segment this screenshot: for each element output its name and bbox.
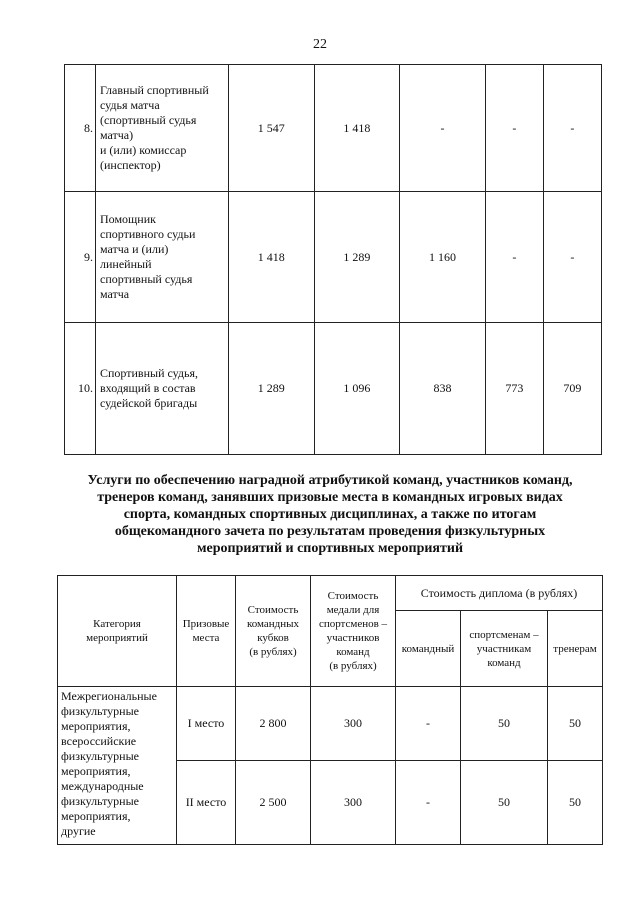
table-row: [58, 687, 603, 761]
row-number: 8.: [65, 65, 96, 192]
header-places: Призовые места: [177, 576, 236, 687]
medals-cell: 300: [311, 761, 396, 845]
rate-cell: 1 418: [229, 192, 315, 323]
rate-cell: 1 418: [314, 65, 400, 192]
awards-cost-table: [57, 575, 603, 845]
rate-cell: 1 096: [314, 323, 400, 455]
table-row: [65, 192, 602, 323]
rate-cell: 1 289: [229, 323, 315, 455]
rate-cell: -: [485, 65, 543, 192]
rate-cell: -: [485, 192, 543, 323]
position-name: Главный спортивный судья матча (спортивный судья матча) и (или) комиссар (инспектор): [96, 65, 229, 192]
row-number: 9.: [65, 192, 96, 323]
referee-rates-table: [64, 64, 602, 455]
medals-cell: 300: [311, 687, 396, 761]
rate-cell: 838: [400, 323, 486, 455]
rate-cell: 709: [543, 323, 601, 455]
place-cell: II место: [177, 761, 236, 845]
header-medals: Стоимость медали для спортсменов – участников команд (в рублях): [311, 576, 396, 687]
header-diploma-group: Стоимость диплома (в рублях): [396, 576, 603, 611]
header-diploma-athletes: спортсменам – участникам команд: [461, 611, 548, 687]
cups-cell: 2 800: [236, 687, 311, 761]
header-row: [58, 576, 603, 611]
diploma-coaches-cell: 50: [548, 687, 603, 761]
row-number: 10.: [65, 323, 96, 455]
cups-cell: 2 500: [236, 761, 311, 845]
header-cups: Стоимость командных кубков (в рублях): [236, 576, 311, 687]
diploma-athletes-cell: 50: [461, 687, 548, 761]
rate-cell: 1 160: [400, 192, 486, 323]
diploma-coaches-cell: 50: [548, 761, 603, 845]
header-diploma-team: командный: [396, 611, 461, 687]
table-row: [65, 323, 602, 455]
diploma-athletes-cell: 50: [461, 761, 548, 845]
position-name: Помощник спортивного судьи матча и (или) линейный спортивный судья матча: [96, 192, 229, 323]
table-row: [65, 65, 602, 192]
rate-cell: -: [543, 192, 601, 323]
section-heading: Услуги по обеспечению наградной атрибутикой команд, участников команд, тренеров команд, занявших призовые места в командных игровых видах спорта, командных спортивных дисциплинах, а также по итогам общекомандного зачета по результатам проведения физкультурных мероприятий и спортивных мероприятий: [87, 473, 573, 556]
page-number: 22: [313, 37, 327, 52]
position-name: Спортивный судья, входящий в состав судейской бригады: [96, 323, 229, 455]
header-category: Категория мероприятий: [58, 576, 177, 687]
place-cell: I место: [177, 687, 236, 761]
rate-cell: 773: [485, 323, 543, 455]
rate-cell: -: [400, 65, 486, 192]
rate-cell: -: [543, 65, 601, 192]
diploma-team-cell: -: [396, 761, 461, 845]
header-diploma-coaches: тренерам: [548, 611, 603, 687]
rate-cell: 1 547: [229, 65, 315, 192]
category-cell: Межрегиональные физкультурные мероприятия, всероссийские физкультурные мероприятия, международные физкультурные мероприятия, другие: [58, 687, 177, 845]
rate-cell: 1 289: [314, 192, 400, 323]
diploma-team-cell: -: [396, 687, 461, 761]
